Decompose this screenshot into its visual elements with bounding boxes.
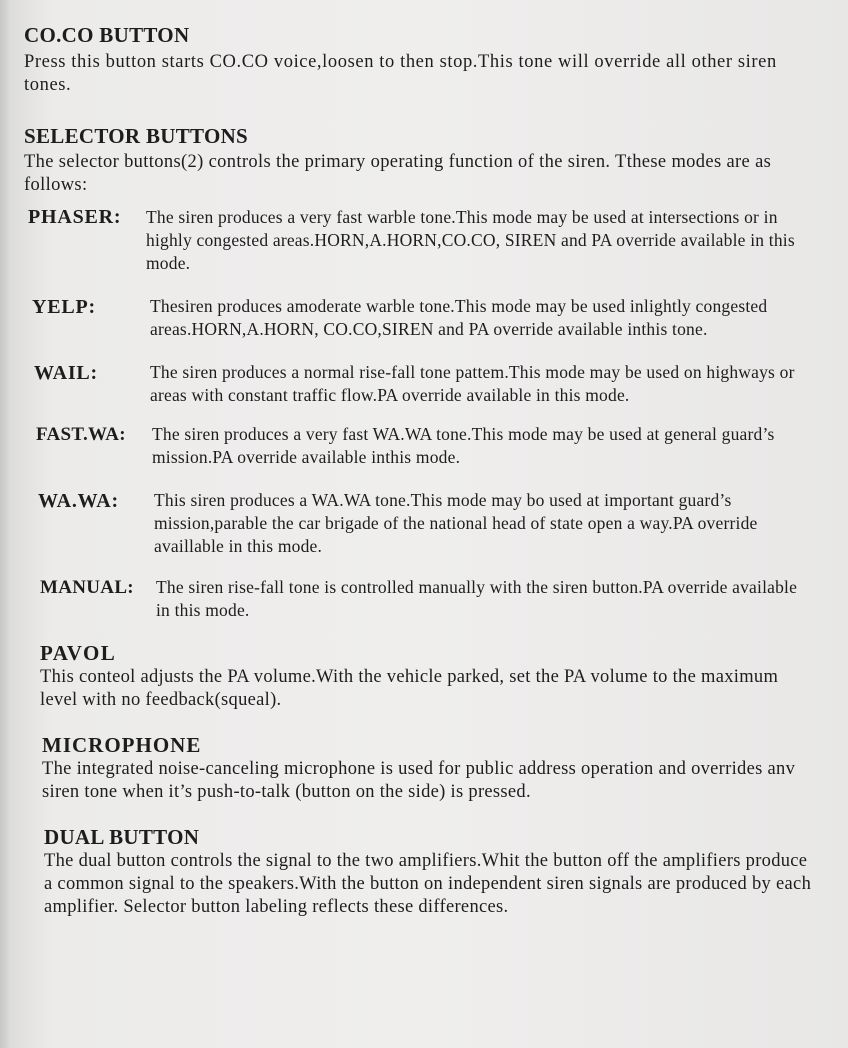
dual-section [44, 824, 814, 919]
mode-yelp [32, 295, 814, 341]
selector-section [24, 123, 814, 197]
selector-heading: SELECTOR BUTTONS [24, 124, 249, 148]
mode-description: The siren produces a very fast WA.WA tone.This mode may be used at general guard’s mission.PA override available inthis mode. [152, 424, 775, 467]
mode-name: WAIL: [34, 362, 99, 384]
microphone-text: The integrated noise-canceling microphone is used for public address operation and overrides anv siren tone when it’s push-to-talk (button on the side) is pressed. [42, 759, 796, 802]
pavol-heading: PAVOL [40, 641, 117, 665]
dual-heading: DUAL BUTTON [44, 825, 200, 849]
pavol-text: This conteol adjusts the PA volume.With the vehicle parked, set the PA volume to the maximum level with no feedback(squeal). [40, 667, 779, 710]
mode-phaser [28, 205, 814, 275]
mode-description: This siren produces a WA.WA tone.This mode may bo used at important guard’s mission,parable the car brigade of the national head of state open a way.PA override availlable in this mode. [154, 490, 758, 556]
mode-manual [40, 576, 814, 622]
dual-text: The dual button controls the signal to the two amplifiers.Whit the button off the amplifiers produce a common signal to the speakers.With the button on independent siren signals are produced by each amplifier. Selector button labeling reflects these differences. [44, 851, 812, 917]
mode-name: YELP: [32, 296, 96, 318]
mode-name: WA.WA: [38, 490, 119, 512]
selector-text: The selector buttons(2) controls the primary operating function of the siren. Tthese modes are as follows: [24, 152, 772, 195]
microphone-section [42, 732, 814, 804]
microphone-heading: MICROPHONE [42, 733, 202, 757]
mode-fast-wa [36, 423, 814, 469]
mode-name: PHASER: [28, 206, 122, 228]
mode-name: FAST.WA: [36, 424, 126, 445]
mode-name: MANUAL: [40, 577, 134, 598]
coco-heading: CO.CO BUTTON [24, 23, 190, 47]
coco-section [24, 22, 814, 97]
coco-text: Press this button starts CO.CO voice,loosen to then stop.This tone will override all other siren tones. [24, 52, 777, 95]
pavol-section [40, 640, 814, 712]
mode-description: The siren produces a normal rise-fall tone pattem.This mode may be used on highways or areas with constant traffic flow.PA override available in this mode. [150, 362, 795, 405]
mode-description: Thesiren produces amoderate warble tone.This mode may be used inlightly congested areas.HORN,A.HORN, CO.CO,SIREN and PA override available inthis tone. [150, 296, 768, 339]
mode-description: The siren rise-fall tone is controlled manually with the siren button.PA override available in this mode. [156, 577, 798, 620]
mode-description: The siren produces a very fast warble tone.This mode may be used at intersections or in highly congested areas.HORN,A.HORN,CO.CO, SIREN and PA override available in this mode. [146, 207, 795, 273]
mode-wail [34, 361, 814, 407]
mode-wa-wa [38, 489, 814, 558]
page-content [24, 20, 814, 919]
page-edge-shadow [0, 0, 10, 1048]
